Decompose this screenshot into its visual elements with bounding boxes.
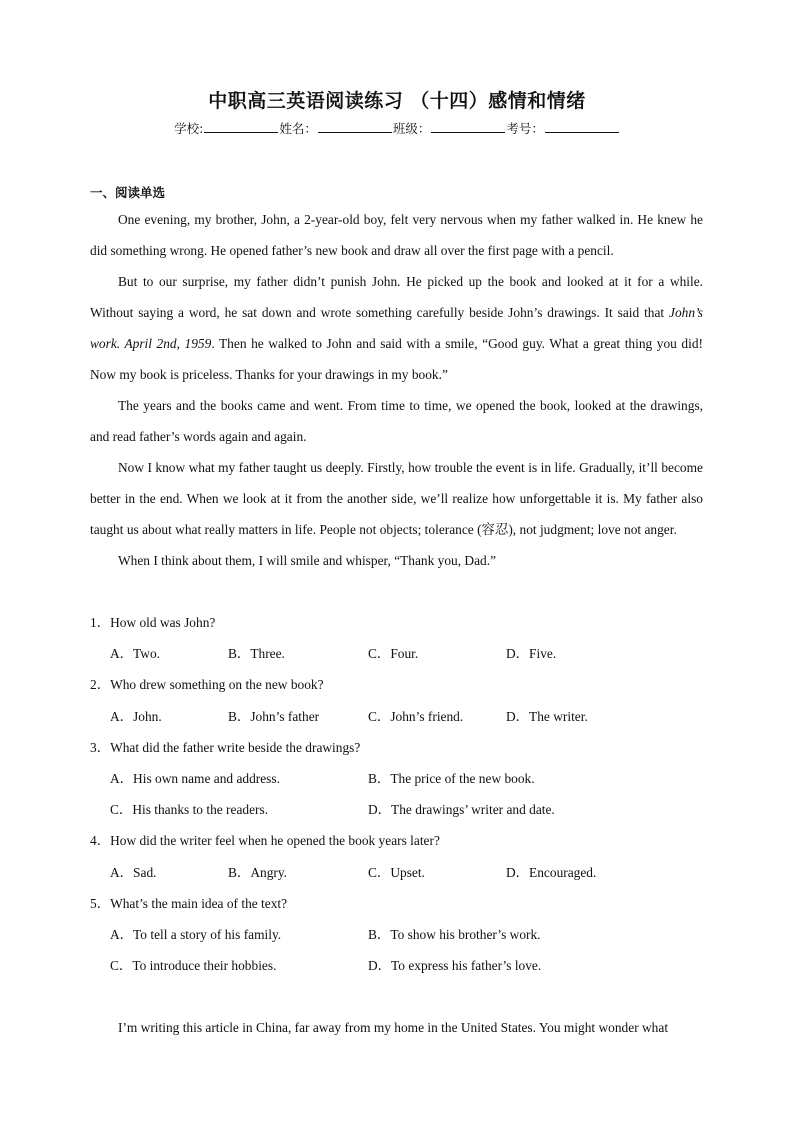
option-b[interactable]: B．The price of the new book. xyxy=(368,770,535,786)
page-title: 中职高三英语阅读练习 （十四）感情和情绪 xyxy=(208,90,586,112)
paragraph-2-text-b: . Then he walked to John and said with a smile, “Good guy. What a great thing you did! Now my book is priceless. Thanks for your drawings in my book.” xyxy=(90,336,704,382)
option-a[interactable]: A．To tell a story of his family. xyxy=(110,926,282,942)
name-label: 姓名： xyxy=(279,121,317,136)
school-blank[interactable] xyxy=(204,120,278,133)
paragraph-1: I’m writing this article in China, far away from my home in the United States. You might wonder what xyxy=(118,1020,669,1035)
name-blank[interactable] xyxy=(318,120,392,133)
question-3: 3．What did the father write beside the drawings? xyxy=(90,739,361,755)
option-b[interactable]: B．John’s father xyxy=(228,708,320,724)
option-d[interactable]: D．Five. xyxy=(506,646,557,662)
class-label: 班级： xyxy=(392,121,431,136)
paragraph-1: One evening, my brother, John, a 2-year-old boy, felt very nervous when my father walked in. He knew he did something wrong. He opened father’s new book and draw all over the first page with a pencil. xyxy=(90,212,703,258)
paragraph-5: When I think about them, I will smile and whisper, “Thank you, Dad.” xyxy=(118,553,497,568)
question-5: 5．What’s the main idea of the text? xyxy=(90,895,288,911)
question-5-options-row-2 xyxy=(90,950,710,981)
option-d[interactable]: D．The drawings’ writer and date. xyxy=(368,802,555,818)
option-a[interactable]: A．Sad. xyxy=(110,864,157,880)
option-a[interactable]: A．His own name and address. xyxy=(110,770,280,786)
question-4: 4．How did the writer feel when he opened the book years later? xyxy=(90,833,440,849)
question-list xyxy=(90,607,710,981)
option-a[interactable]: A．Two. xyxy=(110,646,161,662)
question-1-options xyxy=(90,638,710,669)
option-b[interactable]: B．To show his brother’s work. xyxy=(368,926,541,942)
option-c[interactable]: C．Four. xyxy=(368,646,419,662)
paragraph-3: The years and the books came and went. From time to time, we opened the book, looked at the drawings, and read father’s words again and again. xyxy=(90,398,703,444)
option-b[interactable]: B．Three. xyxy=(228,646,285,662)
question-2-options xyxy=(90,701,710,732)
number-blank[interactable] xyxy=(545,120,619,133)
reading-passage-1 xyxy=(90,204,703,576)
question-5-options-row-1 xyxy=(90,919,710,950)
number-label: 考号： xyxy=(506,121,544,136)
paragraph-2-text-a: But to our surprise, my father didn’t punish John. He picked up the book and looked at it for a while. Without saying a word, he sat down and wrote something carefully beside John’s drawings. It said that xyxy=(90,274,703,320)
reading-passage-2 xyxy=(90,1012,703,1043)
section-heading: 一、阅读单选 xyxy=(90,185,166,200)
school-label: 学校: xyxy=(174,121,204,136)
option-d[interactable]: D．To express his father’s love. xyxy=(368,958,542,974)
class-blank[interactable] xyxy=(431,120,505,133)
paragraph-2 xyxy=(90,266,703,390)
option-a[interactable]: A．John. xyxy=(110,708,162,724)
option-d[interactable]: D．Encouraged. xyxy=(506,864,597,880)
question-2: 2．Who drew something on the new book? xyxy=(90,677,324,693)
question-1: 1．How old was John? xyxy=(90,615,216,630)
question-3-options-row-1 xyxy=(90,763,710,794)
option-c[interactable]: C．Upset. xyxy=(368,864,425,880)
paragraph-4: Now I know what my father taught us deeply. Firstly, how trouble the event is in life. Gradually, it’ll become better in the end. When we look at it from the another side, we’ll realize how unforgettable it is. My father also taught us about what really matters in life. People not objects; tolerance (容忍), not judgment; love not anger. xyxy=(90,460,703,537)
student-info-line xyxy=(0,119,794,137)
option-b[interactable]: B．Angry. xyxy=(228,864,288,880)
option-c[interactable]: C．His thanks to the readers. xyxy=(110,802,269,818)
option-c[interactable]: C．John’s friend. xyxy=(368,708,464,724)
option-d[interactable]: D．The writer. xyxy=(506,708,588,724)
question-4-options xyxy=(90,857,710,888)
option-c[interactable]: C．To introduce their hobbies. xyxy=(110,958,277,974)
paragraph-2-italic: John’s work. April 2nd, 1959 xyxy=(90,305,703,351)
question-3-options-row-2 xyxy=(90,794,710,825)
